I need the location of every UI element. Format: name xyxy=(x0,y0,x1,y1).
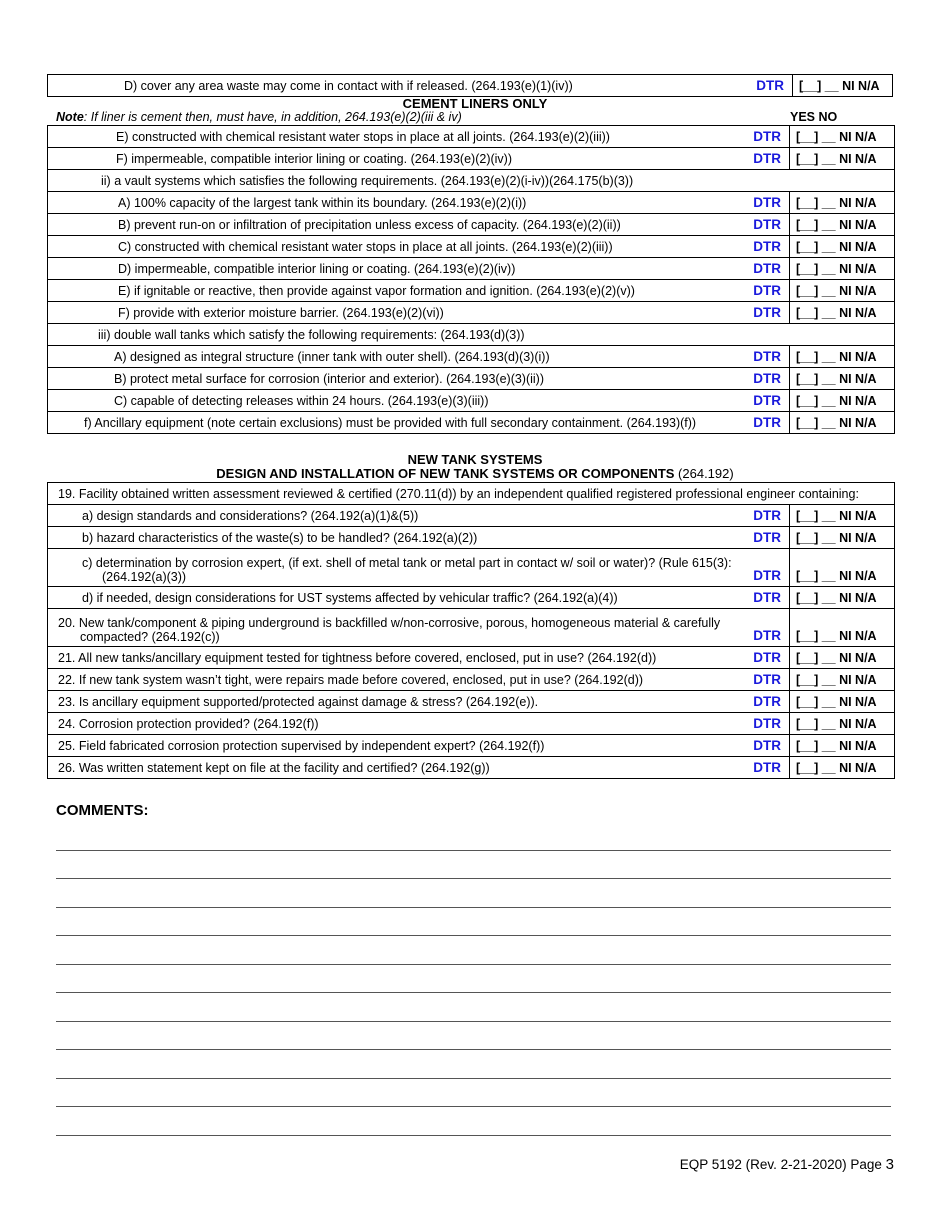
dtr-link[interactable]: DTR xyxy=(733,527,790,549)
row-question: B) protect metal surface for corrosion (interior and exterior). (264.193(e)(3)(ii)) xyxy=(48,368,733,390)
answer-checkbox[interactable]: [__] __ NI N/A xyxy=(790,346,895,368)
double-wall-header: iii) double wall tanks which satisfy the following requirements: (264.193(d)(3)) xyxy=(48,324,895,346)
note-text: : If liner is cement then, must have, in addition, 264.193(e)(2)(iii & iv) xyxy=(83,110,462,124)
answer-checkbox[interactable]: [__] __ NI N/A xyxy=(790,609,895,647)
comment-line[interactable] xyxy=(56,1106,891,1107)
cement-note xyxy=(56,110,462,124)
table-row xyxy=(48,587,895,609)
table-row xyxy=(48,691,895,713)
dtr-link[interactable]: DTR xyxy=(733,126,790,148)
table-row xyxy=(48,126,895,148)
table-row xyxy=(48,148,895,170)
table-row xyxy=(48,669,895,691)
table-row xyxy=(48,192,895,214)
table-row xyxy=(48,346,895,368)
row-question: D) impermeable, compatible interior lining or coating. (264.193(e)(2)(iv)) xyxy=(48,258,733,280)
table-row xyxy=(48,390,895,412)
row-question: D) cover any area waste may come in contact with if released. (264.193(e)(1)(iv)) xyxy=(124,78,573,93)
row-question: B) prevent run-on or infiltration of precipitation unless excess of capacity. (264.193(e)(2)(ii)) xyxy=(48,214,733,236)
answer-checkbox[interactable]: [__] __ NI N/A xyxy=(790,647,895,669)
answer-checkbox[interactable]: [__] __ NI N/A xyxy=(790,368,895,390)
comment-line[interactable] xyxy=(56,907,891,908)
dtr-link[interactable]: DTR xyxy=(733,302,790,324)
row-question: 21. All new tanks/ancillary equipment tested for tightness before covered, enclosed, put in use? (264.192(d)) xyxy=(48,647,733,669)
dtr-link[interactable]: DTR xyxy=(756,78,784,93)
answer-checkbox[interactable]: [__] __ NI N/A xyxy=(790,691,895,713)
row-question: b) hazard characteristics of the waste(s) to be handled? (264.192(a)(2)) xyxy=(48,527,733,549)
comment-line[interactable] xyxy=(56,878,891,879)
dtr-link[interactable]: DTR xyxy=(733,412,790,434)
dtr-link[interactable]: DTR xyxy=(733,735,790,757)
answer-checkbox[interactable]: [__] __ NI N/A xyxy=(790,505,895,527)
table-row xyxy=(48,757,895,779)
dtr-link[interactable]: DTR xyxy=(733,368,790,390)
yes-no-header: YES NO xyxy=(790,110,838,124)
answer-checkbox[interactable]: [__] __ NI N/A xyxy=(790,412,895,434)
row-question: F) provide with exterior moisture barrier. (264.193(e)(2)(vi)) xyxy=(48,302,733,324)
answer-checkbox[interactable]: [__] __ NI N/A xyxy=(790,549,895,587)
dtr-link[interactable]: DTR xyxy=(733,192,790,214)
design-installation-ref: (264.192) xyxy=(674,466,734,481)
row-question: 25. Field fabricated corrosion protection supervised by independent expert? (264.192(f)) xyxy=(48,735,733,757)
dtr-link[interactable]: DTR xyxy=(733,214,790,236)
table-row xyxy=(48,549,895,587)
design-installation-heading xyxy=(0,466,950,481)
table-row xyxy=(48,713,895,735)
footer-form-id: EQP 5192 (Rev. 2-21-2020) Page xyxy=(679,1157,886,1172)
comment-line[interactable] xyxy=(56,1049,891,1050)
row-question: A) 100% capacity of the largest tank within its boundary. (264.193(e)(2)(i)) xyxy=(48,192,733,214)
table-row xyxy=(48,302,895,324)
table-row xyxy=(48,170,895,192)
answer-checkbox[interactable]: [__] __ NI N/A xyxy=(793,75,893,97)
row-question: 24. Corrosion protection provided? (264.192(f)) xyxy=(48,713,733,735)
table-row xyxy=(48,609,895,647)
answer-checkbox[interactable]: [__] __ NI N/A xyxy=(790,669,895,691)
comment-line[interactable] xyxy=(56,1078,891,1079)
dtr-link[interactable]: DTR xyxy=(733,587,790,609)
answer-checkbox[interactable]: [__] __ NI N/A xyxy=(790,527,895,549)
table-row xyxy=(48,527,895,549)
answer-checkbox[interactable]: [__] __ NI N/A xyxy=(790,280,895,302)
comment-line[interactable] xyxy=(56,1135,891,1136)
comment-line[interactable] xyxy=(56,850,891,851)
row-question: 22. If new tank system wasn’t tight, were repairs made before covered, enclosed, put in use? (264.192(d)) xyxy=(48,669,733,691)
table-row xyxy=(48,505,895,527)
answer-checkbox[interactable]: [__] __ NI N/A xyxy=(790,214,895,236)
answer-checkbox[interactable]: [__] __ NI N/A xyxy=(790,390,895,412)
table-row xyxy=(48,368,895,390)
dtr-link[interactable]: DTR xyxy=(733,669,790,691)
table-row xyxy=(48,236,895,258)
note-label: Note xyxy=(56,110,84,124)
table-row xyxy=(48,647,895,669)
dtr-link[interactable]: DTR xyxy=(733,280,790,302)
page-number: 3 xyxy=(885,1156,894,1173)
answer-checkbox[interactable]: [__] __ NI N/A xyxy=(790,148,895,170)
row-question: C) constructed with chemical resistant water stops in place at all joints. (264.193(e)(2)(iii)) xyxy=(48,236,733,258)
table-new-tank-systems xyxy=(47,482,895,779)
dtr-link[interactable]: DTR xyxy=(733,549,790,587)
comment-line[interactable] xyxy=(56,992,891,993)
row-question: E) constructed with chemical resistant water stops in place at all joints. (264.193(e)(2)(iii)) xyxy=(48,126,733,148)
page-footer xyxy=(680,1156,894,1173)
vault-header: ii) a vault systems which satisfies the following requirements. (264.193(e)(2)(i-iv))(264.175(b)(3)) xyxy=(48,170,895,192)
comment-line[interactable] xyxy=(56,964,891,965)
row-question: c) determination by corrosion expert, (if ext. shell of metal tank or metal part in contact w/ soil or water)? (Rule 615(3): (264.192(a)(3)) xyxy=(82,556,732,584)
dtr-link[interactable]: DTR xyxy=(733,609,790,647)
dtr-link[interactable]: DTR xyxy=(733,148,790,170)
dtr-link[interactable]: DTR xyxy=(733,691,790,713)
dtr-link[interactable]: DTR xyxy=(733,258,790,280)
row-question: A) designed as integral structure (inner tank with outer shell). (264.193(d)(3)(i)) xyxy=(48,346,733,368)
row-question: 23. Is ancillary equipment supported/protected against damage & stress? (264.192(e)). xyxy=(48,691,733,713)
table-row xyxy=(48,75,893,97)
row-question: 26. Was written statement kept on file at the facility and certified? (264.192(g)) xyxy=(48,757,733,779)
cement-liners-heading: CEMENT LINERS ONLY xyxy=(402,96,548,111)
row-question: a) design standards and considerations? (264.192(a)(1)&(5)) xyxy=(48,505,733,527)
table-cement-vault xyxy=(47,125,895,434)
row-question: 20. New tank/component & piping underground is backfilled w/non-corrosive, porous, homogeneous material & carefully compacted? (264.192(c)) xyxy=(58,616,721,644)
table-row xyxy=(48,483,895,505)
dtr-link[interactable]: DTR xyxy=(733,390,790,412)
comment-line[interactable] xyxy=(56,935,891,936)
answer-checkbox[interactable]: [__] __ NI N/A xyxy=(790,302,895,324)
answer-checkbox[interactable]: [__] __ NI N/A xyxy=(790,757,895,779)
table-row xyxy=(48,258,895,280)
answer-checkbox[interactable]: [__] __ NI N/A xyxy=(790,587,895,609)
comment-line[interactable] xyxy=(56,1021,891,1022)
answer-checkbox[interactable]: [__] __ NI N/A xyxy=(790,735,895,757)
dtr-link[interactable]: DTR xyxy=(733,505,790,527)
row-question: F) impermeable, compatible interior lining or coating. (264.193(e)(2)(iv)) xyxy=(48,148,733,170)
row-question: C) capable of detecting releases within 24 hours. (264.193(e)(3)(iii)) xyxy=(48,390,733,412)
design-installation-title: DESIGN AND INSTALLATION OF NEW TANK SYSTEMS OR COMPONENTS xyxy=(216,466,675,481)
answer-checkbox[interactable]: [__] __ NI N/A xyxy=(790,192,895,214)
dtr-link[interactable]: DTR xyxy=(733,647,790,669)
dtr-link[interactable]: DTR xyxy=(733,346,790,368)
dtr-link[interactable]: DTR xyxy=(733,713,790,735)
answer-checkbox[interactable]: [__] __ NI N/A xyxy=(790,126,895,148)
table-row xyxy=(48,324,895,346)
new-tank-systems-heading: NEW TANK SYSTEMS xyxy=(407,452,543,467)
dtr-link[interactable]: DTR xyxy=(733,757,790,779)
answer-checkbox[interactable]: [__] __ NI N/A xyxy=(790,258,895,280)
table-row xyxy=(48,735,895,757)
table-cover-area xyxy=(47,74,893,97)
dtr-link[interactable]: DTR xyxy=(733,236,790,258)
table-row xyxy=(48,214,895,236)
comments-label: COMMENTS: xyxy=(56,802,149,819)
answer-checkbox[interactable]: [__] __ NI N/A xyxy=(790,236,895,258)
answer-checkbox[interactable]: [__] __ NI N/A xyxy=(790,713,895,735)
row-question: E) if ignitable or reactive, then provide against vapor formation and ignition. (264.193(e)(2)(v)) xyxy=(48,280,733,302)
row-question: d) if needed, design considerations for UST systems affected by vehicular traffic? (264.192(a)(4)) xyxy=(48,587,733,609)
table-row xyxy=(48,412,895,434)
question-19: 19. Facility obtained written assessment reviewed & certified (270.11(d)) by an independent qualified registered professional engineer containing: xyxy=(48,483,895,505)
table-row xyxy=(48,280,895,302)
row-question: f) Ancillary equipment (note certain exclusions) must be provided with full secondary containment. (264.193)(f)) xyxy=(48,412,733,434)
